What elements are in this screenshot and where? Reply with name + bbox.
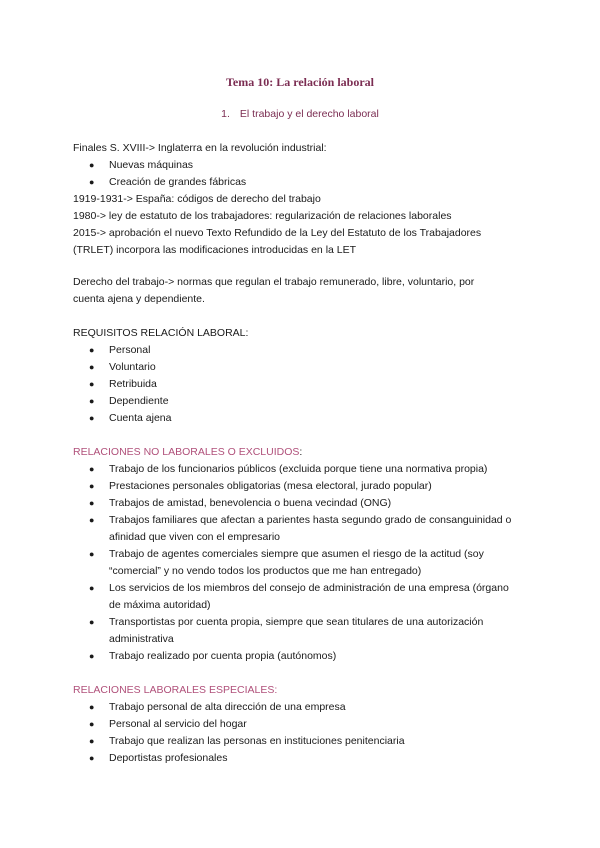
no-laborales-list	[73, 461, 533, 665]
history-block	[73, 140, 533, 259]
page-title: Tema 10: La relación laboral	[226, 75, 374, 89]
list-item: ● Retribuida	[73, 376, 533, 393]
bullet-icon: ●	[89, 396, 95, 406]
requisitos-heading: REQUISITOS RELACIÓN LABORAL:	[73, 327, 249, 339]
list-item: ● Deportistas profesionales	[73, 750, 533, 767]
list-item: ● Nuevas máquinas	[73, 157, 533, 174]
list-item: ● Cuenta ajena	[73, 410, 533, 427]
bullet-icon: ●	[89, 177, 95, 187]
section-title: El trabajo y el derecho laboral	[239, 108, 379, 120]
no-laborales-block	[73, 444, 533, 665]
bullet-icon: ●	[89, 362, 95, 372]
bullet-icon: ●	[89, 617, 95, 627]
bullet-icon: ●	[89, 160, 95, 170]
definition-line: cuenta ajena y dependiente.	[73, 293, 205, 305]
especiales-list	[73, 699, 533, 767]
bullet-icon: ●	[89, 651, 95, 661]
bullet-icon: ●	[89, 583, 95, 593]
bullet-icon: ●	[89, 549, 95, 559]
list-item: ● Voluntario	[73, 359, 533, 376]
history-line: 2015-> aprobación el nuevo Texto Refundido de la Ley del Estatuto de los Trabajadores	[73, 227, 482, 239]
list-item: ● Los servicios de los miembros del consejo de administración de una empresa (órgano de máxima autoridad)	[89, 582, 509, 611]
list-item: ● Trabajo personal de alta dirección de una empresa	[73, 699, 533, 716]
list-item: ● Trabajo que realizan las personas en instituciones penitenciaria	[73, 733, 533, 750]
bullet-icon: ●	[89, 702, 95, 712]
bullet-icon: ●	[89, 515, 95, 525]
history-line: 1980-> ley de estatuto de los trabajadores: regularización de relaciones laborales	[73, 210, 452, 222]
bullet-icon: ●	[89, 736, 95, 746]
history-intro: Finales S. XVIII-> Inglaterra en la revolución industrial:	[73, 142, 327, 154]
history-list	[73, 157, 533, 191]
bullet-icon: ●	[89, 345, 95, 355]
list-item: ● Personal	[73, 342, 533, 359]
definition-line: Derecho del trabajo-> normas que regulan el trabajo remunerado, libre, voluntario, por	[73, 276, 475, 288]
list-item: ● Trabajos de amistad, benevolencia o buena vecindad (ONG)	[73, 495, 533, 512]
list-item: ● Trabajo de los funcionarios públicos (excluida porque tiene una normativa propia)	[73, 461, 533, 478]
section-number: 1.	[221, 108, 230, 120]
bullet-icon: ●	[89, 753, 95, 763]
history-line: (TRLET) incorpora las modificaciones introducidas en la LET	[73, 244, 357, 256]
requisitos-block	[73, 325, 533, 427]
bullet-icon: ●	[89, 498, 95, 508]
bullet-icon: ●	[89, 379, 95, 389]
especiales-block	[73, 682, 533, 767]
requisitos-list	[73, 342, 533, 427]
list-item: ● Trabajo de agentes comerciales siempre que asumen el riesgo de la actitud (soy “comercial” y no vendo todos los productos que me han entregado)	[89, 548, 484, 577]
no-laborales-heading: RELACIONES NO LABORALES O EXCLUIDOS:	[73, 446, 303, 458]
section-heading	[0, 108, 600, 120]
list-item: ● Transportistas por cuenta propia, siempre que sean titulares de una autorización administrativa	[89, 616, 484, 645]
list-item: ● Trabajo realizado por cuenta propia (autónomos)	[73, 648, 533, 665]
especiales-heading: RELACIONES LABORALES ESPECIALES:	[73, 684, 278, 696]
bullet-icon: ●	[89, 719, 95, 729]
bullet-icon: ●	[89, 481, 95, 491]
list-item: ● Trabajos familiares que afectan a parientes hasta segundo grado de consanguinidad o afinidad que viven con el empresario	[89, 514, 512, 543]
list-item: ● Dependiente	[73, 393, 533, 410]
bullet-icon: ●	[89, 413, 95, 423]
list-item: ● Personal al servicio del hogar	[73, 716, 533, 733]
bullet-icon: ●	[89, 464, 95, 474]
list-item: ● Prestaciones personales obligatorias (mesa electoral, jurado popular)	[73, 478, 533, 495]
list-item: ● Creación de grandes fábricas	[73, 174, 533, 191]
history-line: 1919-1931-> España: códigos de derecho del trabajo	[73, 193, 321, 205]
definition-block	[73, 274, 533, 308]
